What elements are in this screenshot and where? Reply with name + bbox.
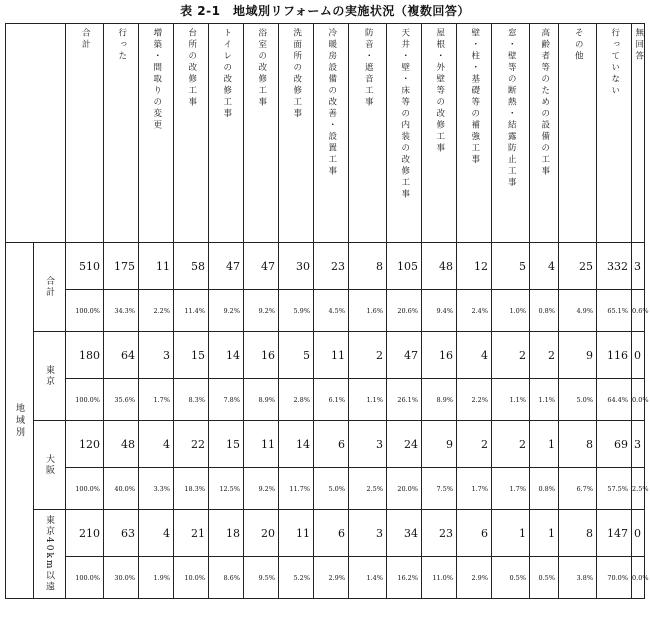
table-title: 表 2-1 地域別リフォームの実施状況（複数回答） — [180, 4, 470, 18]
percent-cell: 6.7% — [559, 468, 597, 510]
count-cell: 63 — [104, 510, 139, 557]
percent-cell: 2.9% — [314, 557, 349, 599]
percent-cell: 8.9% — [422, 379, 457, 421]
percent-cell: 7.5% — [422, 468, 457, 510]
count-cell: 116 — [597, 332, 632, 379]
table-row — [6, 332, 645, 379]
count-cell: 9 — [559, 332, 597, 379]
percent-cell: 8.6% — [209, 557, 244, 599]
region-label: 東京40km以遠 — [44, 515, 54, 593]
count-cell: 105 — [387, 243, 422, 290]
reform-table — [5, 23, 649, 599]
corner-cell — [6, 24, 66, 243]
table-row — [6, 243, 645, 290]
percent-cell: 1.7% — [492, 468, 530, 510]
header-cell: 冷暖房設備の改善・設置工事 — [314, 24, 349, 243]
percent-cell: 20.6% — [387, 290, 422, 332]
header-cell: トイレの改修工事 — [209, 24, 244, 243]
percent-cell: 100.0% — [66, 468, 104, 510]
count-cell: 16 — [422, 332, 457, 379]
percent-cell: 11.0% — [422, 557, 457, 599]
percent-cell: 0.5% — [492, 557, 530, 599]
percent-cell: 5.9% — [279, 290, 314, 332]
count-cell: 25 — [559, 243, 597, 290]
count-cell: 2 — [492, 332, 530, 379]
percent-cell: 57.5% — [597, 468, 632, 510]
count-cell: 2 — [530, 332, 559, 379]
count-cell: 0 — [632, 510, 645, 557]
count-cell: 11 — [279, 510, 314, 557]
percent-cell: 65.1% — [597, 290, 632, 332]
percent-cell: 0.5% — [530, 557, 559, 599]
count-cell: 4 — [457, 332, 492, 379]
percent-cell: 1.1% — [530, 379, 559, 421]
percent-cell: 2.5% — [349, 468, 387, 510]
count-cell: 6 — [457, 510, 492, 557]
count-cell: 0 — [632, 332, 645, 379]
count-cell: 175 — [104, 243, 139, 290]
percent-cell: 8.3% — [174, 379, 209, 421]
count-cell: 14 — [209, 332, 244, 379]
percent-cell: 6.1% — [314, 379, 349, 421]
percent-cell: 64.4% — [597, 379, 632, 421]
header-cell: 防音・遮音工事 — [349, 24, 387, 243]
count-cell: 22 — [174, 421, 209, 468]
count-cell: 58 — [174, 243, 209, 290]
count-cell: 120 — [66, 421, 104, 468]
percent-cell: 4.5% — [314, 290, 349, 332]
percent-cell: 100.0% — [66, 557, 104, 599]
count-cell: 8 — [349, 243, 387, 290]
header-cell: 台所の改修工事 — [174, 24, 209, 243]
region-label: 大阪 — [44, 454, 54, 476]
table-row — [6, 468, 645, 510]
count-cell: 1 — [530, 510, 559, 557]
header-cell: 行った — [104, 24, 139, 243]
count-cell: 3 — [632, 243, 645, 290]
header-cell: 壁・柱・基礎等の補強工事 — [457, 24, 492, 243]
count-cell: 180 — [66, 332, 104, 379]
table-row — [6, 290, 645, 332]
count-cell: 147 — [597, 510, 632, 557]
count-cell: 3 — [349, 510, 387, 557]
percent-cell: 16.2% — [387, 557, 422, 599]
percent-cell: 35.6% — [104, 379, 139, 421]
percent-cell: 2.2% — [139, 290, 174, 332]
count-cell: 48 — [104, 421, 139, 468]
percent-cell: 0.8% — [530, 468, 559, 510]
header-cell: 合計 — [66, 24, 104, 243]
percent-cell: 30.0% — [104, 557, 139, 599]
table-row — [6, 379, 645, 421]
percent-cell: 11.4% — [174, 290, 209, 332]
header-cell: 行っていない — [597, 24, 632, 243]
header-cell: 増築・間取りの変更 — [139, 24, 174, 243]
percent-cell: 1.9% — [139, 557, 174, 599]
count-cell: 11 — [244, 421, 279, 468]
percent-cell: 2.9% — [457, 557, 492, 599]
percent-cell: 12.5% — [209, 468, 244, 510]
header-cell: 洗面所の改修工事 — [279, 24, 314, 243]
count-cell: 4 — [530, 243, 559, 290]
count-cell: 8 — [559, 510, 597, 557]
count-cell: 2 — [349, 332, 387, 379]
percent-cell: 1.1% — [349, 379, 387, 421]
count-cell: 6 — [314, 510, 349, 557]
percent-cell: 0.8% — [530, 290, 559, 332]
percent-cell: 8.9% — [244, 379, 279, 421]
region-label-cell — [34, 332, 66, 421]
count-cell: 3 — [349, 421, 387, 468]
region-label: 東京 — [44, 365, 54, 387]
percent-cell: 100.0% — [66, 379, 104, 421]
header-cell: 浴室の改修工事 — [244, 24, 279, 243]
percent-cell: 3.3% — [139, 468, 174, 510]
count-cell: 3 — [632, 421, 645, 468]
count-cell: 47 — [209, 243, 244, 290]
percent-cell: 9.4% — [422, 290, 457, 332]
percent-cell: 5.2% — [279, 557, 314, 599]
count-cell: 6 — [314, 421, 349, 468]
count-cell: 18 — [209, 510, 244, 557]
count-cell: 4 — [139, 510, 174, 557]
percent-cell: 7.8% — [209, 379, 244, 421]
count-cell: 30 — [279, 243, 314, 290]
count-cell: 510 — [66, 243, 104, 290]
count-cell: 12 — [457, 243, 492, 290]
count-cell: 15 — [209, 421, 244, 468]
header-cell: 屋根・外壁等の改修工事 — [422, 24, 457, 243]
percent-cell: 34.3% — [104, 290, 139, 332]
percent-cell: 11.7% — [279, 468, 314, 510]
percent-cell: 1.6% — [349, 290, 387, 332]
percent-cell: 4.9% — [559, 290, 597, 332]
percent-cell: 26.1% — [387, 379, 422, 421]
count-cell: 11 — [314, 332, 349, 379]
count-cell: 210 — [66, 510, 104, 557]
percent-cell: 1.7% — [139, 379, 174, 421]
group-label: 地域別 — [14, 402, 24, 439]
count-cell: 64 — [104, 332, 139, 379]
percent-cell: 9.2% — [244, 290, 279, 332]
header-cell: 窓・壁等の断熱・結露防止工事 — [492, 24, 530, 243]
count-cell: 14 — [279, 421, 314, 468]
count-cell: 2 — [457, 421, 492, 468]
percent-cell: 1.0% — [492, 290, 530, 332]
count-cell: 1 — [492, 510, 530, 557]
table-row — [6, 510, 645, 557]
percent-cell: 9.5% — [244, 557, 279, 599]
count-cell: 69 — [597, 421, 632, 468]
count-cell: 20 — [244, 510, 279, 557]
group-label-cell — [6, 243, 34, 599]
percent-cell: 3.8% — [559, 557, 597, 599]
count-cell: 5 — [492, 243, 530, 290]
region-label-cell — [34, 421, 66, 510]
count-cell: 332 — [597, 243, 632, 290]
header-cell: 高齢者等のための設備の工事 — [530, 24, 559, 243]
percent-cell: 18.3% — [174, 468, 209, 510]
region-label-cell — [34, 243, 66, 332]
percent-cell: 9.2% — [209, 290, 244, 332]
percent-cell: 0.6% — [632, 290, 645, 332]
percent-cell: 2.8% — [279, 379, 314, 421]
header-cell: 天井・壁・床等の内装の改修工事 — [387, 24, 422, 243]
header-cell: 無回答 — [632, 24, 645, 243]
percent-cell: 10.0% — [174, 557, 209, 599]
percent-cell: 2.4% — [457, 290, 492, 332]
percent-cell: 1.1% — [492, 379, 530, 421]
count-cell: 9 — [422, 421, 457, 468]
percent-cell: 2.2% — [457, 379, 492, 421]
percent-cell: 2.5% — [632, 468, 645, 510]
count-cell: 1 — [530, 421, 559, 468]
count-cell: 11 — [139, 243, 174, 290]
count-cell: 8 — [559, 421, 597, 468]
region-label-cell — [34, 510, 66, 599]
count-cell: 47 — [387, 332, 422, 379]
count-cell: 24 — [387, 421, 422, 468]
percent-cell: 40.0% — [104, 468, 139, 510]
header-cell: その他 — [559, 24, 597, 243]
percent-cell: 0.0% — [632, 379, 645, 421]
count-cell: 21 — [174, 510, 209, 557]
count-cell: 2 — [492, 421, 530, 468]
percent-cell: 5.0% — [314, 468, 349, 510]
percent-cell: 9.2% — [244, 468, 279, 510]
percent-cell: 100.0% — [66, 290, 104, 332]
percent-cell: 1.7% — [457, 468, 492, 510]
percent-cell: 5.0% — [559, 379, 597, 421]
count-cell: 34 — [387, 510, 422, 557]
percent-cell: 1.4% — [349, 557, 387, 599]
count-cell: 3 — [139, 332, 174, 379]
count-cell: 4 — [139, 421, 174, 468]
table-row — [6, 557, 645, 599]
percent-cell: 20.0% — [387, 468, 422, 510]
count-cell: 47 — [244, 243, 279, 290]
count-cell: 15 — [174, 332, 209, 379]
count-cell: 23 — [314, 243, 349, 290]
count-cell: 23 — [422, 510, 457, 557]
table-row — [6, 421, 645, 468]
percent-cell: 0.0% — [632, 557, 645, 599]
count-cell: 16 — [244, 332, 279, 379]
count-cell: 5 — [279, 332, 314, 379]
percent-cell: 70.0% — [597, 557, 632, 599]
region-label: 合計 — [44, 276, 54, 298]
count-cell: 48 — [422, 243, 457, 290]
